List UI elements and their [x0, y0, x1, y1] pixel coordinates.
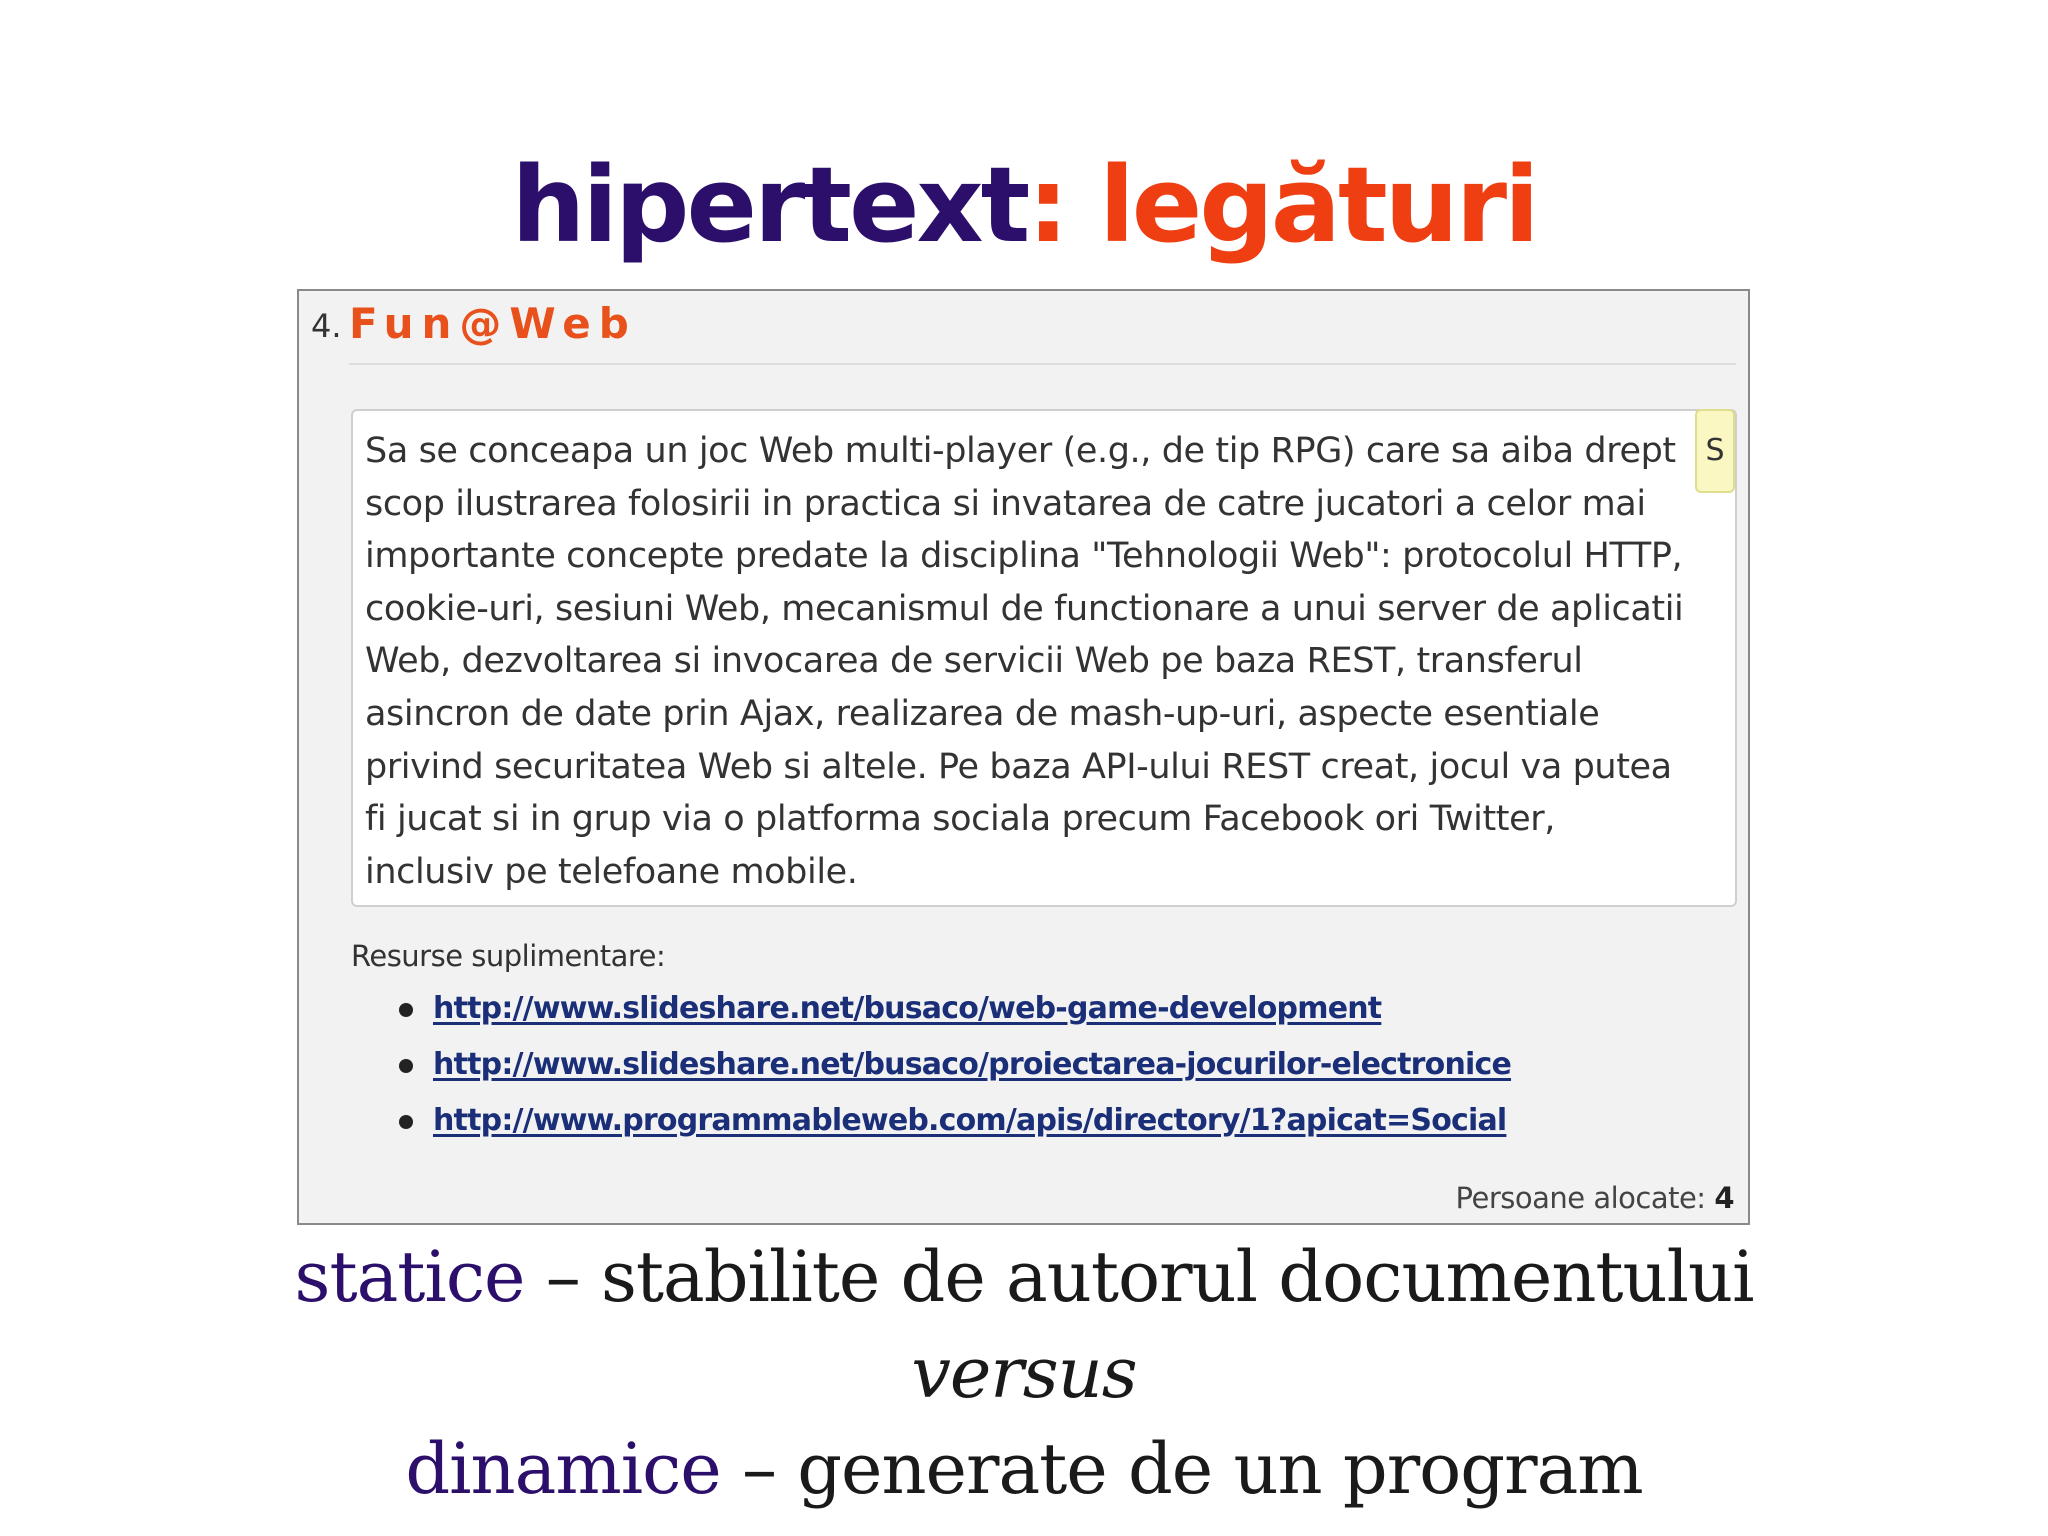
- caption-versus: versus: [911, 1332, 1137, 1414]
- resources-label: Resurse suplimentare:: [351, 939, 666, 973]
- assigned-persons: [1456, 1181, 1734, 1215]
- project-screenshot: [297, 289, 1750, 1225]
- caption-line-static: [0, 1236, 2048, 1318]
- assigned-count: 4: [1714, 1181, 1734, 1215]
- caption-text-static: – stabilite de autorul documentului: [524, 1236, 1754, 1318]
- project-description: Sa se conceapa un joc Web multi-player (e.g., de tip RPG) care sa aiba drept scop ilustrarea folosirii in practica si invatarea de catre jucatori a celor mai importante concepte predate la disciplina "Tehnologii Web": protocolul HTTP, cookie-uri, sesiuni Web, mecanismul de functionare a unui server de aplicatii Web, dezvoltarea si invocarea de servicii Web pe baza REST, transferul asincron de date prin Ajax, realizarea de mash-up-uri, aspecte esentiale privind securitatea Web si altele. Pe baza API-ului REST creat, jocul va putea fi jucat si in grup via o platforma sociala precum Facebook ori Twitter, inclusiv pe telefoane mobile.: [351, 409, 1737, 907]
- side-tab[interactable]: S: [1695, 409, 1735, 493]
- caption-keyword-static: statice: [294, 1236, 525, 1318]
- project-title: Fun@Web: [349, 299, 637, 348]
- resource-link[interactable]: http://www.programmableweb.com/apis/directory/1?apicat=Social: [433, 1103, 1507, 1138]
- bullet-icon: [399, 1115, 413, 1129]
- resource-link[interactable]: http://www.slideshare.net/busaco/proiectarea-jocurilor-electronice: [433, 1047, 1512, 1082]
- title-divider: [349, 363, 1736, 365]
- slide-title: [0, 140, 2048, 270]
- caption-keyword-dynamic: dinamice: [405, 1428, 721, 1510]
- caption-text-dynamic: – generate de un program: [720, 1428, 1643, 1510]
- slide-title-part2: : legături: [1027, 144, 1537, 266]
- bullet-icon: [399, 1059, 413, 1073]
- slide-title-part1: hipertext: [511, 144, 1028, 266]
- project-number: 4.: [311, 307, 342, 345]
- resource-link[interactable]: http://www.slideshare.net/busaco/web-game-development: [433, 991, 1382, 1026]
- list-item: [399, 991, 1511, 1047]
- bullet-icon: [399, 1003, 413, 1017]
- caption-line-dynamic: [0, 1428, 2048, 1510]
- assigned-label: Persoane alocate:: [1455, 1181, 1706, 1215]
- list-item: [399, 1103, 1511, 1159]
- resources-list: [399, 991, 1511, 1159]
- list-item: [399, 1047, 1511, 1103]
